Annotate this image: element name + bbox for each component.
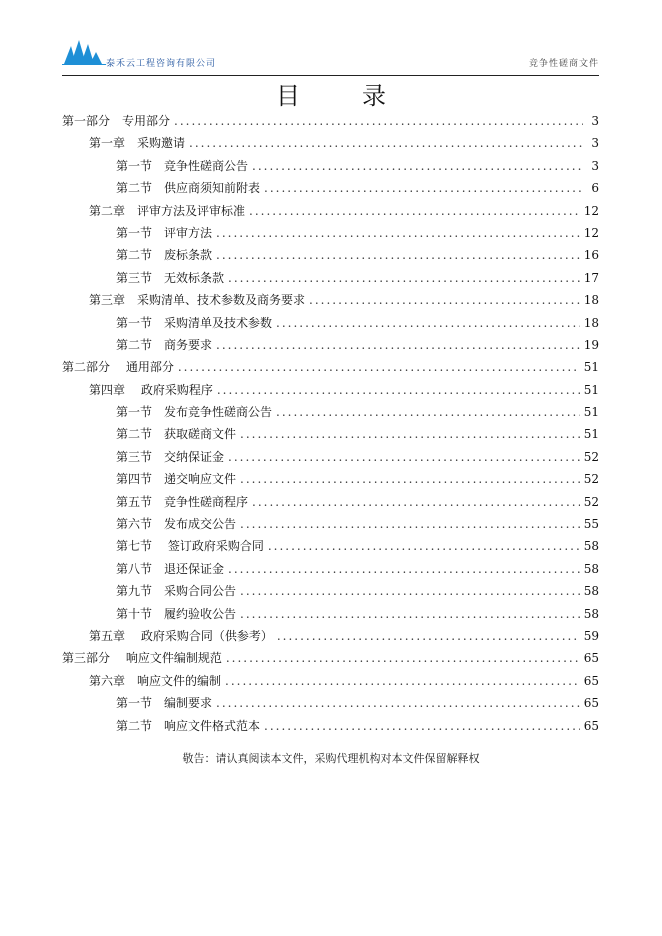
- toc-leader-dots: [216, 244, 580, 266]
- toc-leader-dots: [216, 222, 580, 244]
- toc-entry[interactable]: [62, 647, 599, 669]
- toc-entry[interactable]: [62, 155, 599, 177]
- toc-entry-page: 12: [583, 225, 599, 240]
- toc-entry[interactable]: [62, 535, 599, 557]
- toc-entry-page: 65: [583, 718, 599, 733]
- toc-entry-page: 18: [583, 293, 599, 308]
- toc-entry-page: 58: [583, 606, 599, 621]
- toc-entry-page: 51: [583, 405, 599, 420]
- toc-entry-page: 52: [583, 472, 599, 487]
- company-logo-icon: [62, 38, 106, 66]
- toc-entry-page: 58: [583, 539, 599, 554]
- toc-entry[interactable]: [62, 625, 599, 647]
- toc-entry-page: 52: [583, 494, 599, 509]
- toc-entry[interactable]: [62, 603, 599, 625]
- toc-leader-dots: [277, 625, 580, 647]
- toc-leader-dots: [264, 715, 580, 737]
- toc-entry-label: 第二节 废标条款: [116, 248, 213, 263]
- toc-entry-label: 第四章 政府采购程序: [89, 382, 213, 397]
- toc-entry-label: 第七节 签订政府采购合同: [116, 539, 264, 554]
- toc-entry-label: 第五节 竞争性磋商程序: [116, 494, 249, 509]
- toc-entry-label: 第一节 采购清单及技术参数: [116, 315, 273, 330]
- toc-entry-page: 65: [583, 696, 599, 711]
- toc-entry-label: 第一节 编制要求: [116, 696, 213, 711]
- toc-leader-dots: [174, 110, 583, 132]
- toc-leader-dots: [240, 423, 580, 445]
- toc-leader-dots: [226, 647, 580, 669]
- toc-entry-label: 第一节 竞争性磋商公告: [116, 158, 249, 173]
- toc-entry-page: 65: [583, 673, 599, 688]
- page-title: [0, 76, 662, 111]
- toc-entry[interactable]: [62, 289, 599, 311]
- toc-leader-dots: [276, 401, 580, 423]
- toc-entry-page: 55: [583, 517, 599, 532]
- toc-entry-label: 第三章 采购清单、技术参数及商务要求: [89, 293, 306, 308]
- toc-entry-label: 第一章 采购邀请: [89, 136, 186, 151]
- toc-entry[interactable]: [62, 468, 599, 490]
- toc-entry[interactable]: [62, 446, 599, 468]
- toc-entry-page: 51: [583, 360, 599, 375]
- toc-entry[interactable]: [62, 379, 599, 401]
- toc-leader-dots: [189, 132, 583, 154]
- toc-entry-label: 第二节 商务要求: [116, 337, 213, 352]
- toc-leader-dots: [217, 379, 580, 401]
- toc-leader-dots: [225, 670, 580, 692]
- toc-entry[interactable]: [62, 580, 599, 602]
- toc-entry-page: 12: [583, 203, 599, 218]
- toc-leader-dots: [228, 446, 580, 468]
- toc-entry[interactable]: [62, 132, 599, 154]
- toc-entry-page: 52: [583, 449, 599, 464]
- toc-entry-label: 第九节 采购合同公告: [116, 584, 237, 599]
- toc-entry-page: 3: [591, 114, 599, 128]
- table-of-contents: [62, 110, 599, 737]
- toc-entry[interactable]: [62, 177, 599, 199]
- toc-entry[interactable]: [62, 401, 599, 423]
- toc-entry[interactable]: [62, 334, 599, 356]
- toc-leader-dots: [178, 356, 580, 378]
- toc-leader-dots: [240, 513, 580, 535]
- toc-leader-dots: [264, 177, 583, 199]
- toc-entry-label: 第三节 无效标条款: [116, 270, 225, 285]
- toc-entry[interactable]: [62, 491, 599, 513]
- toc-leader-dots: [252, 155, 583, 177]
- toc-entry[interactable]: [62, 423, 599, 445]
- toc-entry[interactable]: [62, 267, 599, 289]
- toc-entry[interactable]: [62, 244, 599, 266]
- company-name: 泰禾云工程咨询有限公司: [106, 59, 217, 69]
- toc-entry-page: 58: [583, 584, 599, 599]
- document-type: 竞争性磋商文件: [528, 59, 599, 69]
- toc-entry-label: 第二节 响应文件格式范本: [116, 718, 261, 733]
- toc-entry-page: 51: [583, 382, 599, 397]
- toc-leader-dots: [216, 334, 580, 356]
- toc-entry-page: 58: [583, 561, 599, 576]
- toc-entry[interactable]: [62, 200, 599, 222]
- toc-entry[interactable]: [62, 222, 599, 244]
- page-title-char-2: 录: [362, 82, 386, 110]
- toc-entry-label: 第二章 评审方法及评审标准: [89, 203, 246, 218]
- toc-entry[interactable]: [62, 110, 599, 132]
- toc-entry[interactable]: [62, 558, 599, 580]
- toc-entry[interactable]: [62, 513, 599, 535]
- toc-leader-dots: [228, 267, 580, 289]
- toc-entry-page: 16: [583, 248, 599, 263]
- page-title-char-1: 目: [276, 82, 300, 110]
- toc-entry-label: 第八节 退还保证金: [116, 561, 225, 576]
- toc-leader-dots: [276, 312, 580, 334]
- toc-leader-dots: [240, 603, 580, 625]
- page-header: [62, 38, 599, 78]
- toc-entry-label: 第三节 交纳保证金: [116, 449, 225, 464]
- toc-leader-dots: [268, 535, 580, 557]
- toc-entry-label: 第二部分 通用部分: [62, 360, 174, 375]
- toc-entry[interactable]: [62, 312, 599, 334]
- toc-leader-dots: [240, 580, 580, 602]
- toc-entry-label: 第十节 履约验收公告: [116, 606, 237, 621]
- toc-entry-page: 18: [583, 315, 599, 330]
- toc-entry[interactable]: [62, 356, 599, 378]
- toc-entry-label: 第六节 发布成交公告: [116, 517, 237, 532]
- toc-entry-label: 第三部分 响应文件编制规范: [62, 651, 222, 666]
- toc-entry-page: 6: [591, 181, 599, 196]
- toc-leader-dots: [252, 491, 580, 513]
- toc-entry-label: 第四节 递交响应文件: [116, 472, 237, 487]
- toc-entry-label: 第一部分 专用部分: [62, 114, 171, 128]
- toc-entry-page: 59: [583, 628, 599, 643]
- toc-entry-page: 3: [591, 158, 599, 173]
- toc-entry-label: 第二节 获取磋商文件: [116, 427, 237, 442]
- toc-entry[interactable]: [62, 715, 599, 737]
- toc-entry-label: 第二节 供应商须知前附表: [116, 181, 261, 196]
- toc-entry[interactable]: [62, 692, 599, 714]
- toc-leader-dots: [309, 289, 580, 311]
- toc-entry-page: 65: [583, 651, 599, 666]
- toc-entry-page: 51: [583, 427, 599, 442]
- toc-entry-page: 3: [591, 136, 599, 151]
- toc-leader-dots: [249, 200, 580, 222]
- toc-entry[interactable]: [62, 670, 599, 692]
- toc-entry-page: 17: [583, 270, 599, 285]
- toc-leader-dots: [228, 558, 580, 580]
- toc-entry-label: 第一节 发布竞争性磋商公告: [116, 405, 273, 420]
- toc-entry-label: 第六章 响应文件的编制: [89, 673, 222, 688]
- toc-leader-dots: [240, 468, 580, 490]
- toc-entry-label: 第一节 评审方法: [116, 225, 213, 240]
- disclaimer-notice: 敬告：请认真阅读本文件，采购代理机构对本文件保留解释权: [182, 752, 480, 765]
- toc-entry-label: 第五章 政府采购合同（供参考）: [89, 628, 273, 643]
- toc-leader-dots: [216, 692, 580, 714]
- toc-entry-page: 19: [583, 337, 599, 352]
